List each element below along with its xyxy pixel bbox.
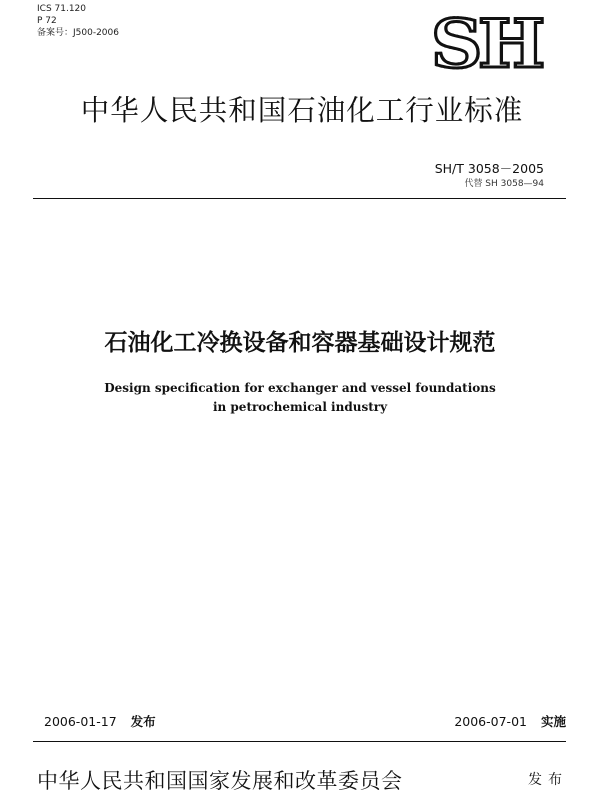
issue-label: 发布 bbox=[130, 714, 156, 729]
standard-category-banner: 中华人民共和国石油化工行业标准 bbox=[80, 94, 524, 127]
issue-date-block bbox=[44, 712, 156, 730]
sh-logo bbox=[405, 5, 567, 83]
effective-date: 2006-07-01 bbox=[454, 714, 527, 729]
effective-label: 实施 bbox=[540, 714, 566, 729]
publish-label: 发布 bbox=[528, 772, 568, 788]
title-en-line-1: Design specification for exchanger and vessel foundations bbox=[104, 381, 496, 395]
top-divider bbox=[33, 198, 566, 199]
bottom-divider bbox=[33, 741, 566, 742]
sh-logo-text: SH bbox=[430, 5, 542, 83]
issue-date: 2006-01-17 bbox=[44, 714, 117, 729]
document-title-en bbox=[0, 379, 600, 417]
title-en-line-2: in petrochemical industry bbox=[212, 400, 388, 414]
ics-code: ICS 71.120 bbox=[37, 4, 87, 14]
classification-block bbox=[37, 3, 119, 39]
standard-number: SH/T 3058－2005 bbox=[434, 161, 544, 176]
publisher-name: 中华人民共和国国家发展和改革委员会 bbox=[37, 769, 403, 793]
replaces-standard: 代替 SH 3058—94 bbox=[464, 179, 544, 189]
record-number: 备案号：J500-2006 bbox=[37, 28, 119, 38]
class-code: P 72 bbox=[37, 16, 57, 26]
document-title-cn: 石油化工冷换设备和容器基础设计规范 bbox=[104, 330, 496, 356]
effective-date-block bbox=[454, 712, 566, 730]
